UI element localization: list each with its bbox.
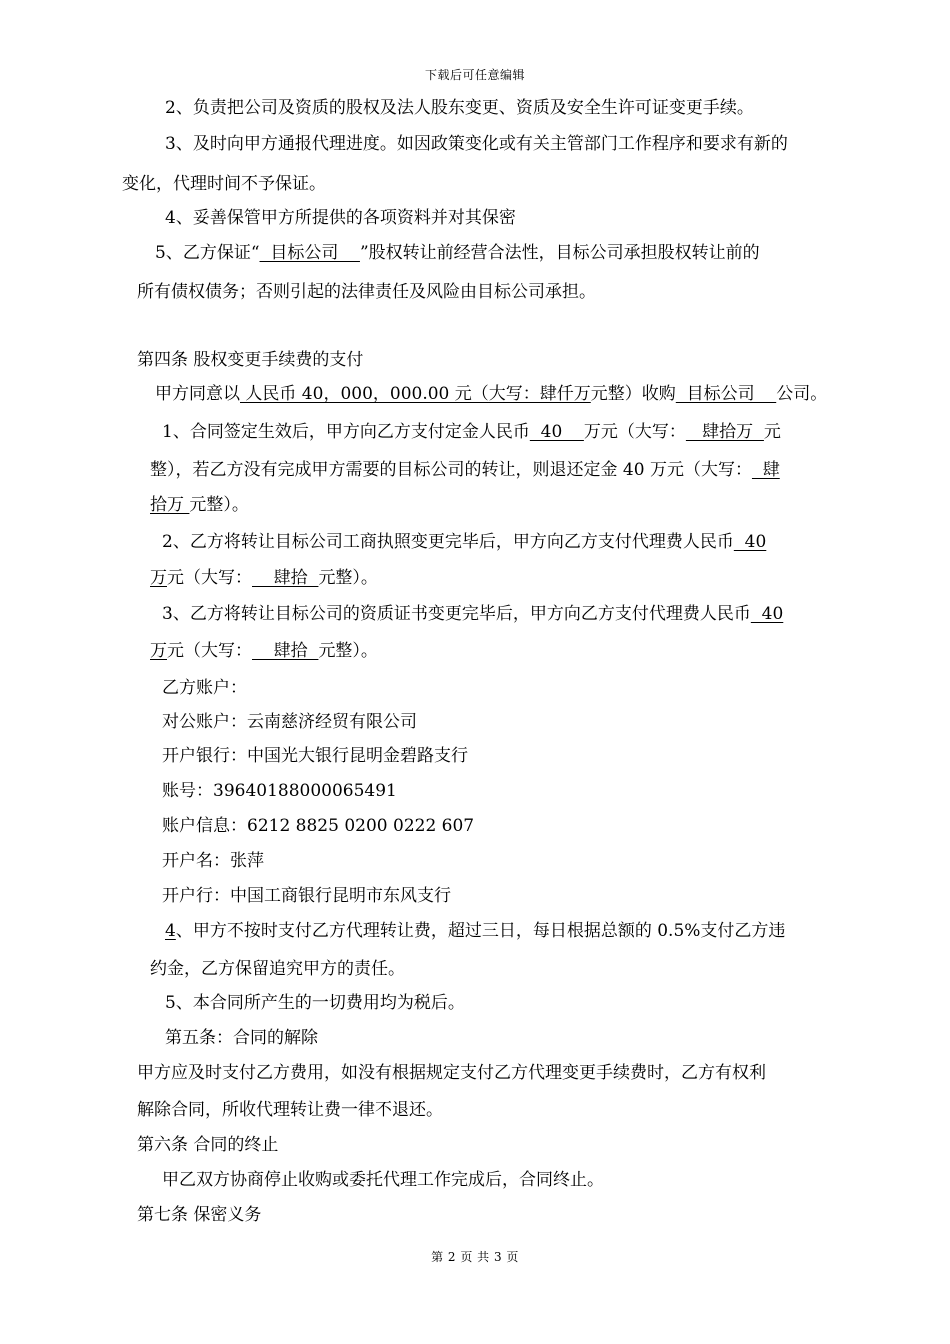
- text-segment: 公司。: [776, 384, 828, 404]
- text-segment: 乙方账户：: [162, 678, 247, 698]
- underlined-text: 拾万: [150, 495, 190, 515]
- underlined-text: 4: [165, 921, 176, 941]
- underlined-text: 肆拾: [252, 641, 319, 661]
- page-header: 下载后可任意编辑: [424, 68, 525, 82]
- text-segment: 第七条 保密义务: [137, 1205, 262, 1225]
- underlined-text: 万: [150, 641, 167, 661]
- text-line: [122, 173, 326, 195]
- text-segment: 对公账户：云南慈济经贸有限公司: [162, 712, 417, 732]
- text-segment: 5、乙方保证“: [155, 243, 260, 263]
- text-segment: 元: [763, 422, 781, 442]
- underlined-text: 人民币 40，000，000.00 元（大写：肆仟万: [240, 384, 591, 404]
- text-line: [165, 992, 465, 1014]
- text-segment: 万元（大写：: [583, 422, 686, 442]
- text-segment: 3、及时向甲方通报代理进度。如因政策变化或有关主管部门工作程序和要求有新的: [165, 134, 788, 154]
- text-segment: 账户信息：6212 8825 0200 0222 607: [162, 816, 475, 836]
- underlined-text: 肆: [751, 460, 780, 480]
- text-line: [162, 745, 468, 767]
- underlined-text: 40: [750, 604, 784, 624]
- text-line: [165, 133, 788, 155]
- underlined-text: 40: [733, 532, 767, 552]
- text-segment: 2、乙方将转让目标公司工商执照变更完毕后，甲方向乙方支付代理费人民币: [162, 532, 734, 552]
- text-segment: 变化，代理时间不予保证。: [122, 174, 326, 194]
- text-line: [137, 349, 363, 371]
- text-segment: 元（大写：: [167, 568, 252, 588]
- text-segment: 3、乙方将转让目标公司的资质证书变更完毕后，甲方向乙方支付代理费人民币: [162, 604, 751, 624]
- text-line: [137, 1134, 278, 1156]
- text-segment: 5、本合同所产生的一切费用均为税后。: [165, 993, 465, 1013]
- underlined-text: 目标公司: [259, 243, 360, 263]
- text-line: [162, 421, 781, 443]
- text-segment: 元整）。: [318, 568, 378, 588]
- text-line: [162, 885, 451, 907]
- text-segment: 2、负责把公司及资质的股权及法人股东变更、资质及安全生许可证变更手续。: [165, 98, 754, 118]
- text-line: [165, 97, 754, 119]
- text-segment: 开户行：中国工商银行昆明市东风支行: [162, 886, 451, 906]
- text-segment: 、甲方不按时支付乙方代理转让费，超过三日，每日根据总额的 0.5%支付乙方违: [175, 921, 786, 941]
- underlined-text: 40: [529, 422, 584, 442]
- text-line: [150, 640, 378, 662]
- text-line: [162, 603, 783, 625]
- text-line: [165, 207, 516, 229]
- text-segment: 所有债权债务；否则引起的法律责任及风险由目标公司承担。: [137, 282, 596, 302]
- page-footer: 第 2 页 共 3 页: [431, 1250, 519, 1264]
- text-line: [155, 242, 760, 264]
- text-segment: 元整）。: [318, 641, 378, 661]
- text-line: [150, 494, 249, 516]
- text-line: [162, 677, 247, 699]
- text-line: [137, 1099, 443, 1121]
- underlined-text: 万: [150, 568, 167, 588]
- underlined-text: 肆拾万: [685, 422, 764, 442]
- text-line: [162, 780, 397, 802]
- text-line: [150, 459, 780, 481]
- text-segment: 账号：39640188000065491: [162, 781, 397, 801]
- text-segment: ”股权转让前经营合法性，目标公司承担股权转让前的: [359, 243, 760, 263]
- text-segment: 元（大写：: [167, 641, 252, 661]
- text-line: [165, 920, 785, 942]
- underlined-text: 目标公司: [675, 384, 777, 404]
- text-line: [150, 958, 405, 980]
- text-line: [162, 815, 474, 837]
- text-segment: 甲方应及时支付乙方费用，如没有根据规定支付乙方代理变更手续费时，乙方有权利: [137, 1063, 766, 1083]
- text-line: [162, 850, 264, 872]
- text-line: [155, 383, 827, 405]
- text-line: [162, 1169, 604, 1191]
- text-segment: 元整）。: [189, 495, 249, 515]
- text-segment: 甲方同意以: [155, 384, 240, 404]
- text-segment: 1、合同签定生效后，甲方向乙方支付定金人民币: [162, 422, 530, 442]
- text-segment: 解除合同，所收代理转让费一律不退还。: [137, 1100, 443, 1120]
- text-segment: 整），若乙方没有完成甲方需要的目标公司的转让，则退还定金 40 万元（大写：: [150, 460, 752, 480]
- text-segment: 第四条 股权变更手续费的支付: [137, 350, 364, 370]
- text-line: [162, 531, 766, 553]
- text-segment: 第五条：合同的解除: [165, 1028, 318, 1048]
- underlined-text: 肆拾: [252, 568, 319, 588]
- text-line: [137, 1062, 766, 1084]
- text-line: [137, 281, 596, 303]
- text-segment: 约金，乙方保留追究甲方的责任。: [150, 959, 405, 979]
- text-line: [165, 1027, 318, 1049]
- text-line: [162, 711, 417, 733]
- text-segment: 甲乙双方协商停止收购或委托代理工作完成后，合同终止。: [162, 1170, 604, 1190]
- text-line: [150, 567, 378, 589]
- text-segment: 元整）收购: [590, 384, 676, 404]
- text-segment: 4、妥善保管甲方所提供的各项资料并对其保密: [165, 208, 516, 228]
- text-line: [137, 1204, 261, 1226]
- text-segment: 开户名：张萍: [162, 851, 264, 871]
- text-segment: 第六条 合同的终止: [137, 1135, 279, 1155]
- text-segment: 开户银行：中国光大银行昆明金碧路支行: [162, 746, 468, 766]
